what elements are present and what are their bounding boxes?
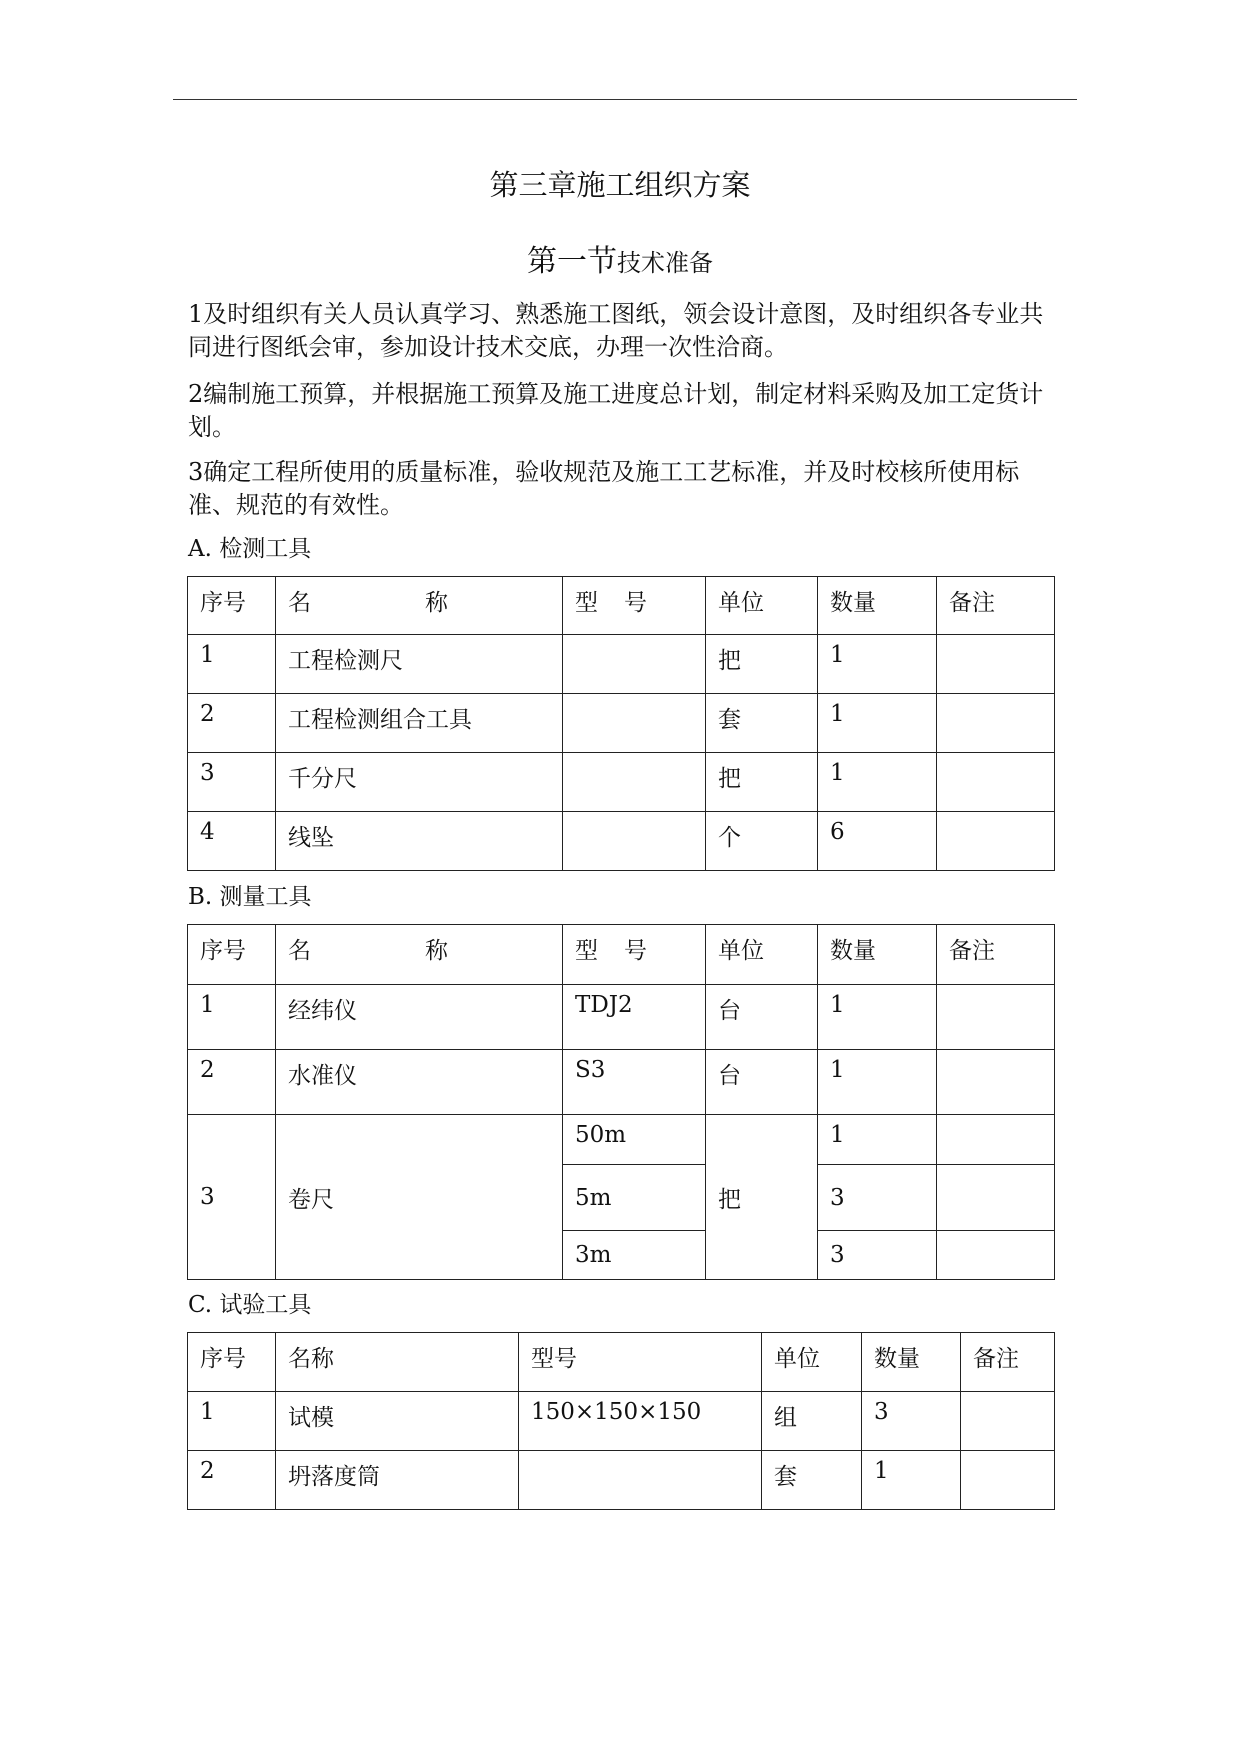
- table-row: 2 坍落度筒 套 1: [188, 1451, 1055, 1510]
- table-header-row: [188, 925, 1055, 985]
- table-row: 1 试模 150×150×150 组 3: [188, 1392, 1055, 1451]
- header-qty: 数量: [874, 1346, 920, 1372]
- paragraph-2: 2编制施工预算，并根据施工预算及施工进度总计划，制定材料采购及加工定货计划。: [188, 380, 1044, 441]
- header-model: 型 号: [575, 590, 647, 616]
- table-a-label: A. 检测工具: [188, 536, 312, 562]
- section-title-number: 第一节: [527, 244, 617, 279]
- table-row: 1 经纬仪 TDJ2 台 1: [188, 985, 1055, 1050]
- header-name: 名称: [288, 1346, 334, 1372]
- table-row: 2 工程检测组合工具 套 1: [188, 694, 1055, 753]
- table-row: 4 线坠 个 6: [188, 812, 1055, 871]
- header-unit: 单位: [718, 938, 764, 964]
- header-no: 序号: [200, 1346, 246, 1372]
- table-b-label: B. 测量工具: [188, 884, 312, 910]
- table-row: 2 水准仪 S3 台 1: [188, 1050, 1055, 1115]
- header-no: 序号: [200, 938, 246, 964]
- header-name: 名 称: [288, 590, 448, 616]
- header-model: 型 号: [575, 938, 647, 964]
- header-unit: 单位: [774, 1346, 820, 1372]
- table-header-row: [188, 1333, 1055, 1392]
- header-remark: 备注: [949, 938, 995, 964]
- chapter-title: 第三章施工组织方案: [489, 168, 751, 202]
- section-title: [0, 236, 1240, 280]
- paragraph-1: 1及时组织有关人员认真学习、熟悉施工图纸，领会设计意图，及时组织各专业共同进行图纸会审，参加设计技术交底，办理一次性洽商。: [188, 300, 1044, 361]
- table-row: 1 工程检测尺 把 1: [188, 635, 1055, 694]
- header-name: 名 称: [288, 938, 448, 964]
- table-a: [187, 576, 1055, 871]
- header-model: 型号: [531, 1346, 577, 1372]
- header-qty: 数量: [830, 590, 876, 616]
- header-remark: 备注: [949, 590, 995, 616]
- table-row: 3 千分尺 把 1: [188, 753, 1055, 812]
- table-c: [187, 1332, 1055, 1510]
- table-c-label: C. 试验工具: [188, 1292, 312, 1318]
- table-header-row: [188, 577, 1055, 635]
- paragraph-3: 3确定工程所使用的质量标准，验收规范及施工工艺标准，并及时校核所使用标准、规范的有效性。: [188, 458, 1020, 519]
- table-row: 5m 3: [188, 1165, 1055, 1231]
- header-no: 序号: [200, 590, 246, 616]
- header-rule: [173, 99, 1077, 100]
- table-row: 3m 3: [188, 1231, 1055, 1280]
- table-row: 3 卷尺 50m 把 1: [188, 1115, 1055, 1165]
- header-qty: 数量: [830, 938, 876, 964]
- header-remark: 备注: [973, 1346, 1019, 1372]
- table-b: [187, 924, 1055, 1280]
- header-unit: 单位: [718, 590, 764, 616]
- section-title-text: 技术准备: [617, 249, 713, 277]
